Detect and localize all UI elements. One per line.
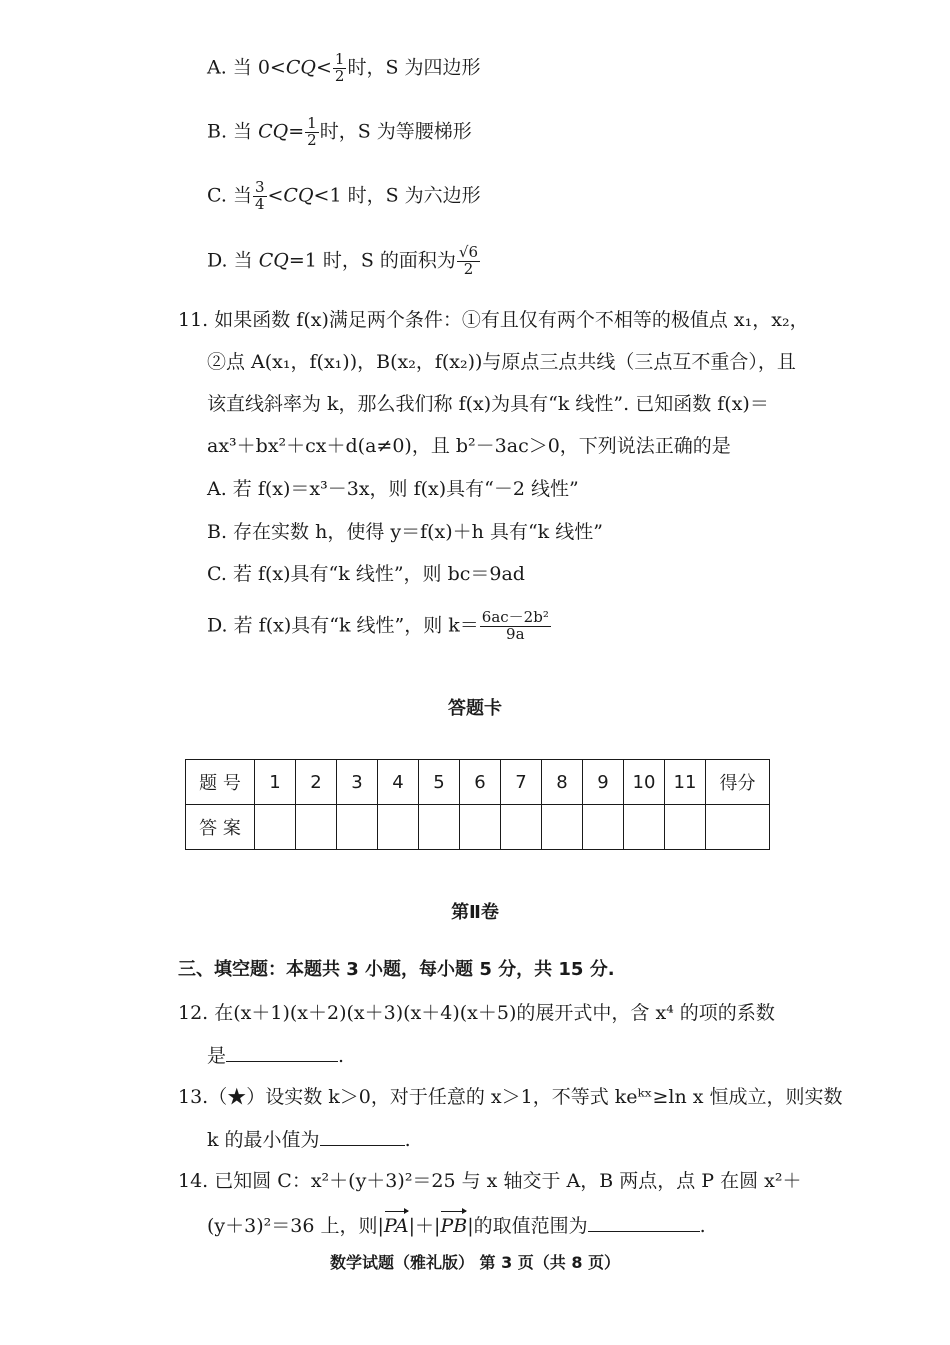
q11-line-2: ②点 A(x₁，f(x₁))，B(x₂，f(x₂))与原点三点共线（三点互不重合），且 bbox=[207, 351, 796, 373]
q10-d-denominator: 2 bbox=[463, 259, 474, 278]
q10-option-a bbox=[207, 52, 481, 85]
q10-c-denominator: 4 bbox=[254, 194, 265, 213]
q14-line-1: 14. 已知圆 C：x²＋(y＋3)²＝25 与 x 轴交于 A，B 两点，点 P 在圆 x²＋ bbox=[178, 1170, 802, 1192]
q10-option-c bbox=[207, 180, 481, 213]
answer-label-cell: 答 案 bbox=[186, 805, 255, 850]
answer-card-header-row bbox=[186, 760, 770, 805]
answer-cell[interactable] bbox=[296, 805, 337, 850]
q11-option-a: A. 若 f(x)＝x³－3x，则 f(x)具有“－2 线性” bbox=[207, 478, 579, 500]
q11-option-d bbox=[207, 610, 552, 643]
vector-pa: PA bbox=[384, 1211, 409, 1238]
answer-cell[interactable] bbox=[378, 805, 419, 850]
answer-card-title: 答题卡 bbox=[448, 698, 502, 719]
q14-answer-blank[interactable] bbox=[588, 1213, 700, 1232]
q10-b-denominator: 2 bbox=[307, 130, 317, 149]
question-number-cell: 11 bbox=[665, 760, 706, 805]
q14-end: . bbox=[699, 1215, 706, 1237]
question-number-cell: 8 bbox=[542, 760, 583, 805]
q10-c-fraction bbox=[253, 180, 267, 213]
question-number-cell: 3 bbox=[337, 760, 378, 805]
q10-option-d bbox=[207, 245, 481, 278]
q14-mid: |＋| bbox=[408, 1215, 441, 1237]
score-label-cell: 得分 bbox=[706, 760, 770, 805]
q10-a-fraction bbox=[333, 52, 347, 85]
q12-prefix: 是 bbox=[207, 1045, 227, 1067]
q11-d-prefix: D. 若 f(x)具有“k 线性”，则 k＝ bbox=[207, 614, 479, 637]
question-number-cell: 7 bbox=[501, 760, 542, 805]
vector-pb: PB bbox=[440, 1211, 467, 1238]
q10-c-suffix: <1 时，S 为六边形 bbox=[313, 184, 481, 207]
q12-answer-blank[interactable] bbox=[226, 1043, 338, 1062]
q12-suffix: . bbox=[338, 1045, 345, 1067]
answer-card-table bbox=[185, 759, 770, 850]
question-number-cell: 4 bbox=[378, 760, 419, 805]
q13-answer-blank[interactable] bbox=[320, 1127, 405, 1146]
answer-card-answer-row bbox=[186, 805, 770, 850]
answer-cell[interactable] bbox=[460, 805, 501, 850]
q10-a-suffix: 时，S 为四边形 bbox=[347, 56, 481, 79]
q10-b-prefix: B. 当 bbox=[207, 120, 259, 143]
answer-cell[interactable] bbox=[501, 805, 542, 850]
q10-a-cq: CQ bbox=[285, 56, 316, 79]
q11-line-4: ax³＋bx²＋cx＋d(a≠0)，且 b²－3ac＞0，下列说法正确的是 bbox=[207, 435, 731, 457]
question-number-cell: 9 bbox=[583, 760, 624, 805]
question-number-cell: 6 bbox=[460, 760, 501, 805]
answer-cell[interactable] bbox=[337, 805, 378, 850]
q10-b-suffix: 时，S 为等腰梯形 bbox=[319, 120, 472, 143]
q13-line-1: 13.（★）设实数 k＞0，对于任意的 x＞1，不等式 keᵏˣ≥ln x 恒成立，则实数 bbox=[178, 1086, 843, 1108]
q11-d-numerator: 6ac－2b² bbox=[481, 608, 549, 626]
answer-cell[interactable] bbox=[255, 805, 296, 850]
q10-a-numerator: 1 bbox=[334, 50, 345, 68]
q11-option-b: B. 存在实数 h，使得 y＝f(x)＋h 具有“k 线性” bbox=[207, 521, 603, 543]
q11-line-1: 11. 如果函数 f(x)满足两个条件：①有且仅有两个不相等的极值点 x₁，x₂， bbox=[178, 309, 809, 331]
q10-b-numerator: 1 bbox=[307, 114, 317, 132]
q11-d-fraction bbox=[480, 610, 551, 643]
answer-cell[interactable] bbox=[419, 805, 460, 850]
part2-title: 第Ⅱ卷 bbox=[451, 902, 499, 923]
answer-cell[interactable] bbox=[583, 805, 624, 850]
q10-a-lt: < bbox=[315, 56, 332, 79]
question-number-cell: 10 bbox=[624, 760, 665, 805]
q11-d-denominator: 9a bbox=[506, 624, 525, 643]
q10-d-mid: =1 时，S 的面积为 bbox=[288, 249, 456, 272]
answer-cell[interactable] bbox=[624, 805, 665, 850]
header-label-cell: 题 号 bbox=[186, 760, 255, 805]
q10-c-cq: CQ bbox=[283, 184, 314, 207]
q10-c-numerator: 3 bbox=[254, 178, 265, 196]
q10-b-cq: CQ= bbox=[258, 120, 305, 143]
answer-cell[interactable] bbox=[665, 805, 706, 850]
question-number-cell: 2 bbox=[296, 760, 337, 805]
question-number-cell: 5 bbox=[419, 760, 460, 805]
q14-line-2 bbox=[207, 1211, 706, 1238]
answer-cell[interactable] bbox=[542, 805, 583, 850]
q10-d-prefix: D. 当 bbox=[207, 249, 259, 272]
q10-d-numerator: √6 bbox=[458, 243, 479, 261]
page-footer: 数学试题（雅礼版） 第 3 页（共 8 页） bbox=[329, 1253, 621, 1272]
score-cell[interactable] bbox=[706, 805, 770, 850]
q12-line-2 bbox=[207, 1043, 344, 1068]
q10-d-fraction bbox=[457, 245, 480, 278]
q13-line-2 bbox=[207, 1127, 411, 1152]
q10-b-fraction bbox=[305, 116, 319, 149]
q10-c-lt: < bbox=[267, 184, 284, 207]
q13-suffix: . bbox=[404, 1129, 411, 1151]
q11-line-3: 该直线斜率为 k，那么我们称 f(x)为具有“k 线性”. 已知函数 f(x)＝ bbox=[207, 393, 769, 415]
section3-heading: 三、填空题：本题共 3 小题，每小题 5 分，共 15 分. bbox=[178, 959, 615, 980]
q11-option-c: C. 若 f(x)具有“k 线性”，则 bc＝9ad bbox=[207, 563, 525, 585]
q12-line-1: 12. 在(x＋1)(x＋2)(x＋3)(x＋4)(x＋5)的展开式中，含 x⁴ 的项的系数 bbox=[178, 1002, 775, 1024]
q14-prefix: (y＋3)²＝36 上，则| bbox=[207, 1215, 384, 1237]
q10-a-prefix: A. 当 0< bbox=[207, 56, 286, 79]
q14-suffix: |的取值范围为 bbox=[467, 1215, 588, 1237]
question-number-cell: 1 bbox=[255, 760, 296, 805]
q10-a-denominator: 2 bbox=[334, 66, 345, 85]
q13-prefix: k 的最小值为 bbox=[207, 1129, 320, 1151]
q10-option-b bbox=[207, 116, 472, 149]
q10-d-cq: CQ bbox=[258, 249, 289, 272]
q10-c-prefix: C. 当 bbox=[207, 184, 252, 207]
